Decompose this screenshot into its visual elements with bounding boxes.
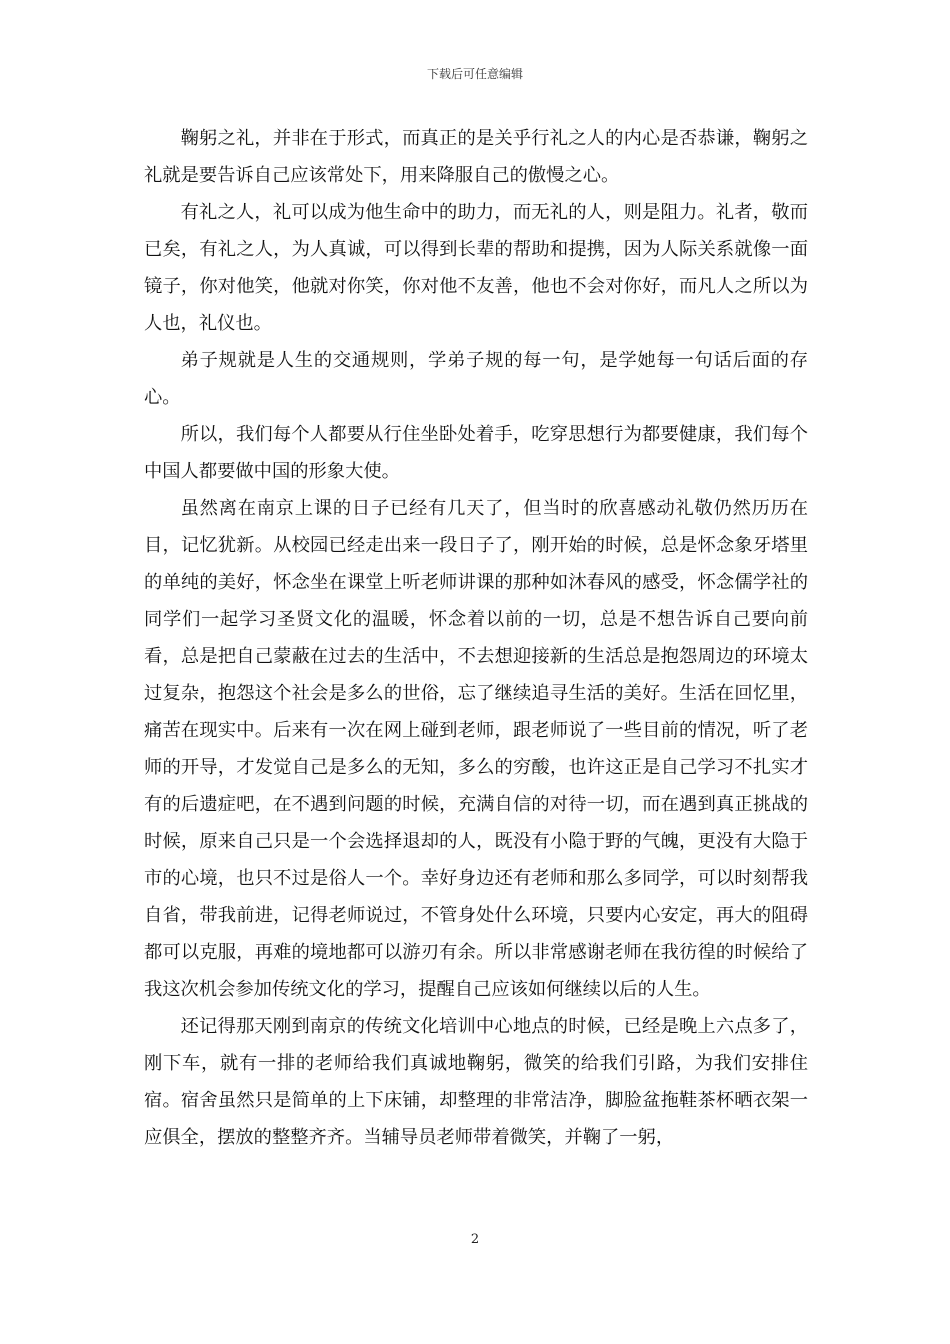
paragraph: 所以，我们每个人都要从行住坐卧处着手，吃穿思想行为都要健康，我们每个中国人都要做中国的形象大使。 [144, 424, 808, 482]
paragraph: 鞠躬之礼，并非在于形式，而真正的是关乎行礼之人的内心是否恭谦，鞠躬之礼就是要告诉自己应该常处下，用来降服自己的傲慢之心。 [144, 128, 808, 186]
paragraph: 虽然离在南京上课的日子已经有几天了，但当时的欣喜感动礼敬仍然历历在目，记忆犹新。从校园已经走出来一段日子了，刚开始的时候，总是怀念象牙塔里的单纯的美好，怀念坐在课堂上听老师讲课的那种如沐春风的感受，怀念儒学社的同学们一起学习圣贤文化的温暖，怀念着以前的一切，总是不想告诉自己要向前看，总是把自己蒙蔽在过去的生活中，不去想迎接新的生活总是抱怨周边的环境太过复杂，抱怨这个社会是多么的世俗，忘了继续追寻生活的美好。生活在回忆里，痛苦在现实中。后来有一次在网上碰到老师，跟老师说了一些目前的情况，听了老师的开导，才发觉自己是多么的无知，多么的穷酸，也许这正是自己学习不扎实才有的后遗症吧，在不遇到问题的时候，充满自信的对待一切，而在遇到真正挑战的时候，原来自己只是一个会选择退却的人，既没有小隐于野的气魄，更没有大隐于市的心境，也只不过是俗人一个。幸好身边还有老师和那么多同学，可以时刻帮我自省，带我前进，记得老师说过，不管身处什么环境，只要内心安定，再大的阻碍都可以克服，再难的境地都可以游刃有余。所以非常感谢老师在我彷徨的时候给了我这次机会参加传统文化的学习，提醒自己应该如何继续以后的人生。 [144, 498, 808, 1000]
paragraph: 有礼之人，礼可以成为他生命中的助力，而无礼的人，则是阻力。礼者，敬而已矣，有礼之人，为人真诚，可以得到长辈的帮助和提携，因为人际关系就像一面镜子，你对他笑，他就对你笑，你对他不友善，他也不会对你好，而凡人之所以为人也，礼仪也。 [144, 202, 808, 334]
paragraph: 弟子规就是人生的交通规则，学弟子规的每一句，是学她每一句话后面的存心。 [144, 350, 808, 408]
paragraph: 还记得那天刚到南京的传统文化培训中心地点的时候，已经是晚上六点多了，刚下车，就有一排的老师给我们真诚地鞠躬，微笑的给我们引路，为我们安排住宿。宿舍虽然只是简单的上下床铺，却整理的非常洁净，脚脸盆拖鞋茶杯晒衣架一应俱全，摆放的整整齐齐。当辅导员老师带着微笑，并鞠了一躬， [144, 1016, 808, 1148]
page-header: 下载后可任意编辑 [426, 67, 523, 81]
page-number: 2 [470, 1232, 480, 1247]
document-body [144, 120, 808, 1156]
